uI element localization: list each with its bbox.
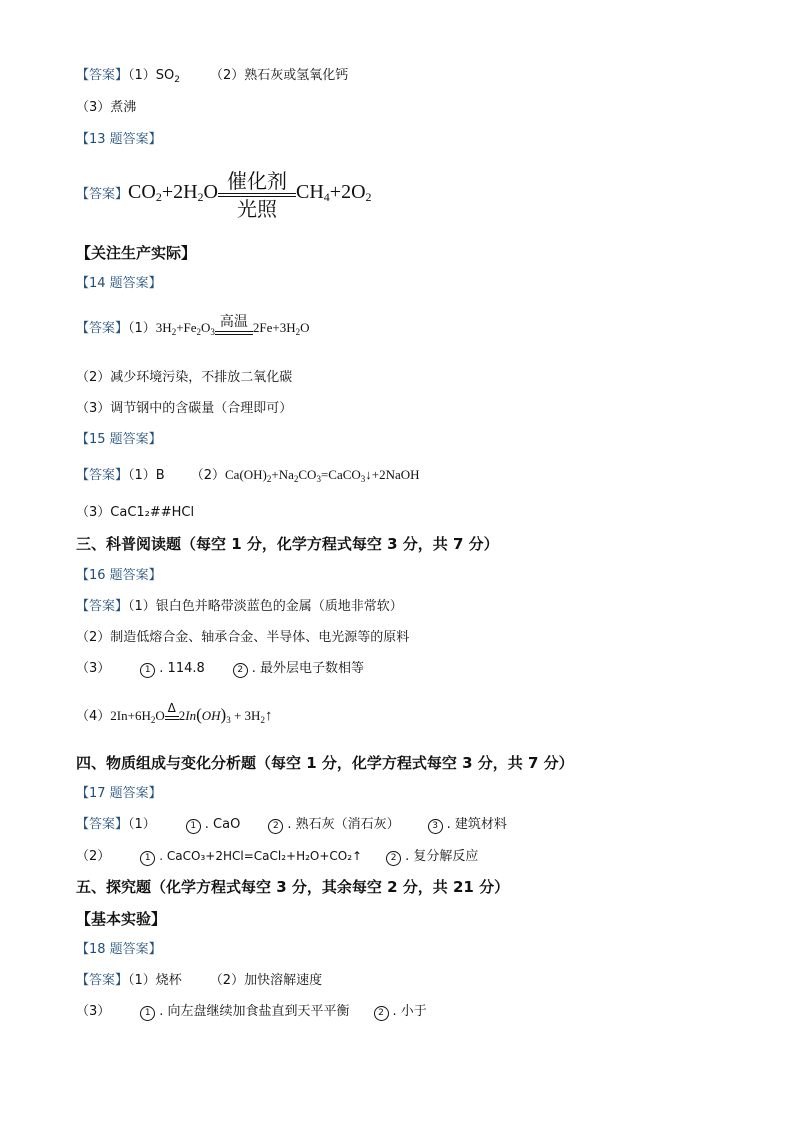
formula-part: In xyxy=(185,708,197,723)
answer-18-line-2 xyxy=(76,1003,427,1021)
answer-14-line-3: （3）调节钢中的含碳量（合理即可） xyxy=(76,401,293,416)
reaction-condition xyxy=(218,170,296,220)
answer-text: （1）B xyxy=(128,468,165,483)
answer-text: . CaO xyxy=(204,817,241,832)
answer-text: （2） xyxy=(190,468,225,483)
formula-part: Ca(OH) xyxy=(225,467,267,482)
q16-answer-header: 【16 题答案】 xyxy=(76,568,162,583)
formula-part: 3H xyxy=(155,320,172,335)
formula-part: +2O xyxy=(329,181,366,203)
circled-number: 2 xyxy=(374,1006,389,1021)
answer-label: 【答案】 xyxy=(76,973,129,988)
circled-number: 1 xyxy=(140,1006,155,1021)
subscript: 2 xyxy=(266,474,272,484)
formula-part: CH xyxy=(296,181,324,203)
answer-13-equation xyxy=(76,162,372,224)
answer-label: 【答案】 xyxy=(76,68,129,83)
circled-number: 1 xyxy=(140,663,155,678)
answer-text: （1）SO xyxy=(128,68,175,83)
subscript: 3 xyxy=(226,715,231,725)
subscript: 4 xyxy=(323,190,330,204)
formula-part: ↑ xyxy=(264,708,273,724)
formula-part: O xyxy=(201,320,211,335)
answer-12-line-1 xyxy=(76,67,348,85)
answer-16-line-1 xyxy=(76,598,403,616)
formula-part: O xyxy=(203,181,218,203)
answer-14-equation xyxy=(76,306,310,350)
answer-label: 【答案】 xyxy=(76,817,129,832)
reaction-condition xyxy=(215,314,253,336)
answer-16-line-3 xyxy=(76,660,364,678)
answer-text: （3） xyxy=(76,661,111,676)
formula-part: OH xyxy=(201,708,221,723)
circled-number: 1 xyxy=(140,851,155,866)
answer-text: . 向左盘继续加食盐直到天平平衡 xyxy=(159,1004,350,1019)
formula-part: 2In+6H xyxy=(110,708,151,723)
answer-18-line-1 xyxy=(76,972,322,990)
q13-answer-header: 【13 题答案】 xyxy=(76,132,162,147)
answer-15-line-3: （3）CaC1₂##HCl xyxy=(76,505,195,520)
formula-part: + 3H xyxy=(230,708,261,723)
subscript: 3 xyxy=(210,327,215,337)
answer-label: 【答案】 xyxy=(76,321,129,336)
subscript: 3 xyxy=(316,474,321,484)
subscript: 2 xyxy=(150,715,156,725)
answer-label: 【答案】 xyxy=(76,187,129,202)
circled-number: 2 xyxy=(233,663,248,678)
formula-part: CO xyxy=(298,467,317,482)
answer-text: . 小于 xyxy=(392,1004,427,1019)
answer-14-line-2: （2）减少环境污染，不排放二氧化碳 xyxy=(76,370,293,385)
answer-16-line-2: （2）制造低熔合金、轴承合金、半导体、电光源等的原料 xyxy=(76,630,410,645)
formula-part: ( xyxy=(196,705,202,724)
answer-17-line-2 xyxy=(76,847,478,866)
condition-top: 高温 xyxy=(219,314,248,330)
answer-text: （3） xyxy=(76,1004,111,1019)
formula-part: +Na xyxy=(271,467,294,482)
formula-part: +2H xyxy=(161,181,198,203)
answer-text: （1） xyxy=(128,817,156,832)
answer-15-line-1 xyxy=(76,466,420,485)
subscript: 2 xyxy=(196,327,202,337)
answer-text: . 建筑材料 xyxy=(446,817,507,832)
formula-part: 2Fe+3H xyxy=(252,320,296,335)
subscript: 2 xyxy=(155,190,162,204)
answer-12-line-3: （3）煮沸 xyxy=(76,100,137,115)
section-heading-basic-experiment: 【基本实验】 xyxy=(76,910,167,928)
formula-part: +Fe xyxy=(176,320,197,335)
answer-text: . 114.8 xyxy=(159,661,205,676)
subscript: 2 xyxy=(174,75,181,85)
answer-text: （2）熟石灰或氢氧化钙 xyxy=(210,68,349,83)
q17-answer-header: 【17 题答案】 xyxy=(76,786,162,801)
answer-text: （1）烧杯 xyxy=(128,973,182,988)
condition-top: Δ xyxy=(167,701,176,715)
formula-part: CO xyxy=(128,181,156,203)
answer-label: 【答案】 xyxy=(76,468,129,483)
answer-text: . 复分解反应 xyxy=(405,849,479,864)
q15-answer-header: 【15 题答案】 xyxy=(76,432,162,447)
circled-number: 3 xyxy=(428,819,443,834)
subscript: 2 xyxy=(293,474,299,484)
reaction-condition xyxy=(165,701,179,721)
answer-label: 【答案】 xyxy=(76,599,129,614)
circled-number: 1 xyxy=(186,819,201,834)
answer-text: （1）银白色并略带淡蓝色的金属（质地非常软） xyxy=(128,599,403,614)
answer-text: （2） xyxy=(76,849,111,864)
answer-text: . CaCO₃+2HCl=CaCl₂+H₂O+CO₂↑ xyxy=(159,849,363,863)
subscript: 2 xyxy=(365,190,372,204)
formula-part: ↓+2NaOH xyxy=(365,467,420,482)
answer-text: （2）加快溶解速度 xyxy=(209,973,323,988)
answer-text: . 熟石灰（消石灰） xyxy=(287,817,400,832)
condition-top: 催化剂 xyxy=(227,168,287,193)
answer-text: （1） xyxy=(128,321,156,336)
circled-number: 2 xyxy=(386,851,401,866)
subscript: 2 xyxy=(260,715,265,725)
subscript: 2 xyxy=(295,327,301,337)
circled-number: 2 xyxy=(268,819,283,834)
q14-answer-header: 【14 题答案】 xyxy=(76,276,162,291)
formula-part: O xyxy=(300,320,310,335)
subscript: 2 xyxy=(171,327,177,337)
section-heading-5: 五、探究题（化学方程式每空 3 分，其余每空 2 分，共 21 分） xyxy=(76,878,510,896)
formula-part: =CaCO xyxy=(320,467,361,482)
answer-text: （4） xyxy=(76,709,111,724)
section-heading-production: 【关注生产实际】 xyxy=(76,244,197,262)
formula-part: 2 xyxy=(178,708,186,723)
formula-part: ) xyxy=(220,705,227,724)
formula-part: O xyxy=(155,708,165,723)
q18-answer-header: 【18 题答案】 xyxy=(76,942,162,957)
subscript: 2 xyxy=(197,190,204,204)
subscript: 3 xyxy=(360,474,366,484)
section-heading-4: 四、物质组成与变化分析题（每空 1 分，化学方程式每空 3 分，共 7 分） xyxy=(76,754,574,772)
answer-text: . 最外层电子数相等 xyxy=(251,661,365,676)
condition-bottom: 光照 xyxy=(237,196,277,221)
section-heading-3: 三、科普阅读题（每空 1 分，化学方程式每空 3 分，共 7 分） xyxy=(76,535,499,553)
answer-17-line-1 xyxy=(76,816,507,834)
answer-16-equation xyxy=(76,693,272,737)
